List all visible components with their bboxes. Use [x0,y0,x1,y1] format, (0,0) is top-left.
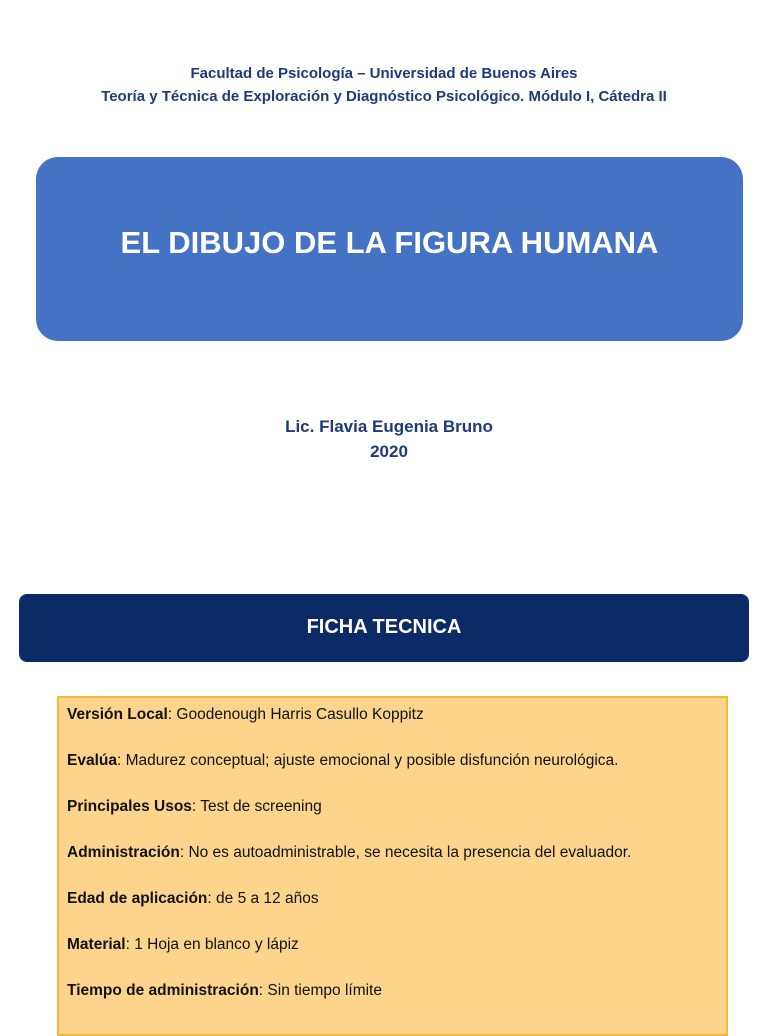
ficha-row-administracion [67,842,718,888]
ficha-row-tiempo [67,980,718,1026]
ficha-label: Administración [67,844,180,861]
ficha-tecnica-box [57,696,728,1036]
ficha-value: : Goodenough Harris Casullo Koppitz [167,706,424,723]
title-banner [36,157,743,341]
ficha-value: : Madurez conceptual; ajuste emocional y posible disfunción neurológica. [116,752,619,769]
ficha-label: Principales Usos [67,798,192,815]
section-title-bar [19,594,749,662]
ficha-label: Tiempo de administración [67,982,259,999]
ficha-value: : Test de screening [191,798,322,815]
faculty-line: Facultad de Psicología – Universidad de Buenos Aires [190,65,578,82]
author-block [0,414,768,464]
ficha-row-version [67,704,718,750]
ficha-row-edad [67,888,718,934]
course-line: Teoría y Técnica de Exploración y Diagnóstico Psicológico. Módulo I, Cátedra II [101,88,667,105]
document-title: EL DIBUJO DE LA FIGURA HUMANA [120,225,659,260]
ficha-row-material [67,934,718,980]
document-header [0,62,768,108]
ficha-label: Versión Local [67,706,168,723]
ficha-value: : 1 Hoja en blanco y lápiz [125,936,299,953]
ficha-row-usos [67,796,718,842]
ficha-label: Edad de aplicación [67,890,208,907]
ficha-label: Material [67,936,126,953]
author-year: 2020 [370,442,408,461]
ficha-value: : No es autoadministrable, se necesita la presencia del evaluador. [179,844,632,861]
ficha-value: : de 5 a 12 años [207,890,319,907]
ficha-label: Evalúa [67,752,117,769]
ficha-row-evalua [67,750,718,796]
author-name: Lic. Flavia Eugenia Bruno [285,417,493,436]
section-title: FICHA TECNICA [306,615,462,638]
ficha-value: : Sin tiempo límite [258,982,382,999]
